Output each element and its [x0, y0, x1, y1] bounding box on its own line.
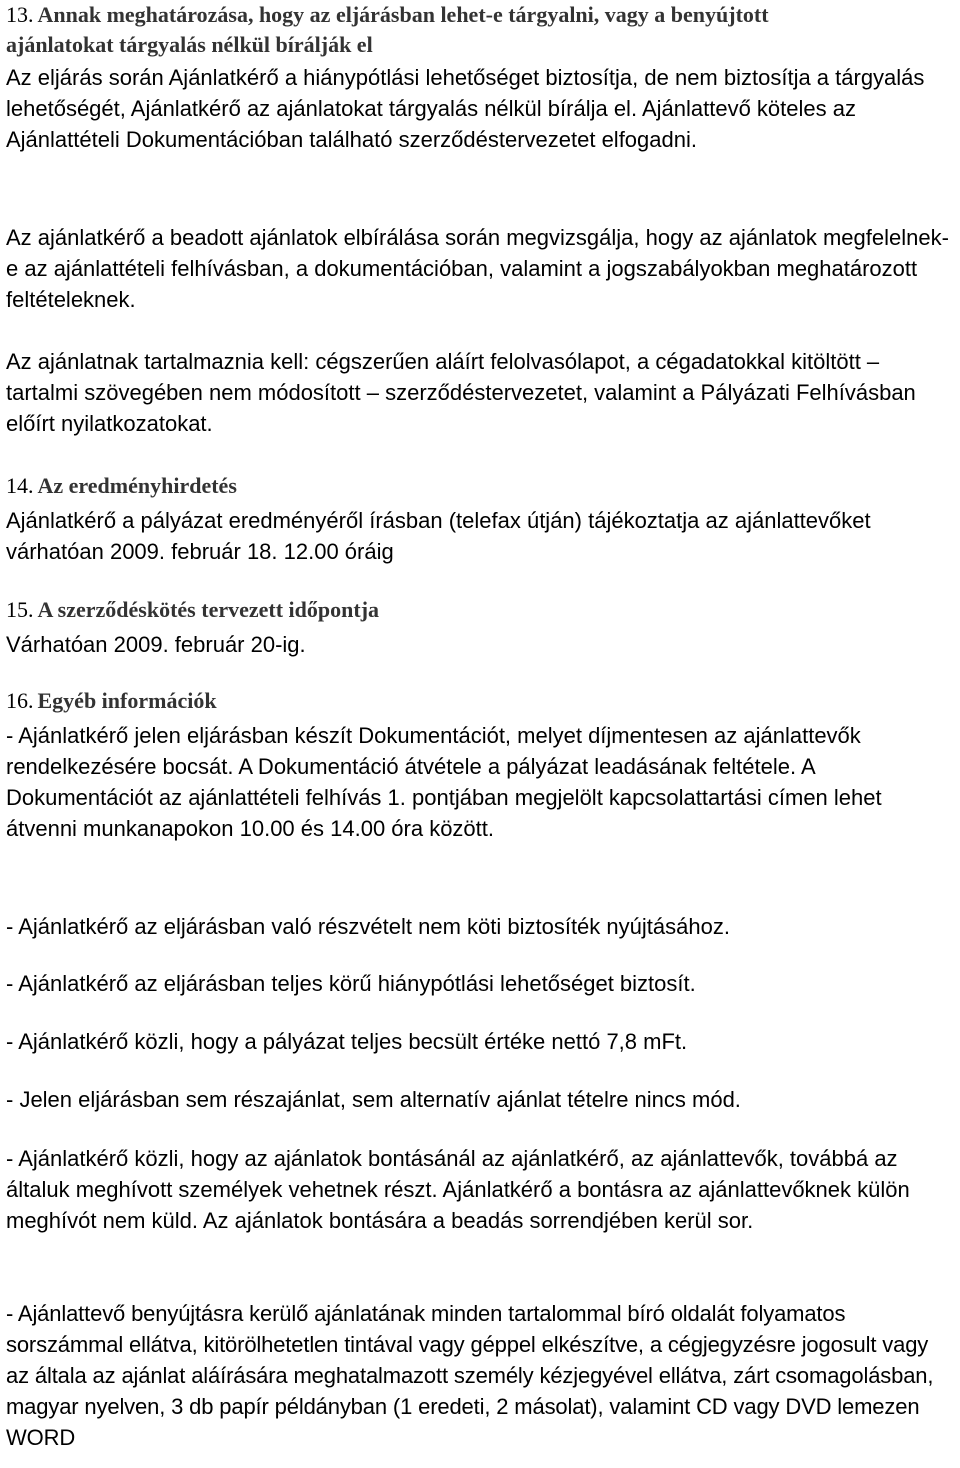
list-item: - Ajánlatkérő közli, hogy a pályázat teljes becsült értéke nettó 7,8 mFt.: [6, 1029, 688, 1054]
list-item: - Ajánlatkérő az eljárásban teljes körű hiánypótlási lehetőséget biztosít.: [6, 971, 696, 996]
section-13: [6, 0, 956, 60]
paragraph: Az ajánlatkérő a beadott ajánlatok elbírálása során megvizsgálja, hogy az ajánlatok megfelelnek-e az ajánlattételi felhívásban, a dokumentációban, valamint a jogszabályokban meghatározott feltételeknek.: [6, 225, 949, 312]
section-heading-continuation: ajánlatokat tárgyalás nélkül bírálják el: [6, 32, 373, 57]
section-number: 14.: [6, 473, 34, 498]
paragraph: Várhatóan 2009. február 20-ig.: [6, 632, 306, 657]
section-heading: Annak meghatározása, hogy az eljárásban lehet-e tárgyalni, vagy a benyújtott: [37, 2, 769, 27]
list-item: - Ajánlatkérő közli, hogy az ajánlatok bontásánál az ajánlatkérő, az ajánlattevők, továbbá az általuk meghívott személyek vehetnek részt. Ajánlatkérő a bontásra az ajánlattevőknek külön meghívót nem küld. Az ajánlatok bontására a beadás sorrendjében kerül sor.: [6, 1146, 910, 1233]
section-heading: Az eredményhirdetés: [37, 473, 237, 498]
list-item: - Ajánlatkérő az eljárásban való részvételt nem köti biztosíték nyújtásához.: [6, 914, 730, 939]
paragraph: Ajánlatkérő a pályázat eredményéről írásban (telefax útján) tájékoztatja az ajánlattevőket várhatóan 2009. február 18. 12.00 óráig: [6, 508, 871, 564]
section-16: [6, 686, 956, 716]
section-number: 13.: [6, 2, 34, 27]
list-item: - Ajánlattevő benyújtásra kerülő ajánlatának minden tartalommal bíró oldalát folyamatos sorszámmal ellátva, kitörölhetetlen tintával vagy géppel elkészítve, a cégjegyzésre jogosult vagy az általa az ajánlat aláírására meghatalmazott személy kézjegyével ellátva, zárt csomagolásban, magyar nyelven, 3 db papír példányban (1 eredeti, 2 másolat), valamint CD vagy DVD lemezen WORD: [6, 1301, 934, 1450]
list-item: - Ajánlatkérő jelen eljárásban készít Dokumentációt, melyet díjmentesen az ajánlattevők rendelkezésére bocsát. A Dokumentáció átvétele a pályázat leadásának feltétele. A Dokumentációt az ajánlattételi felhívás 1. pontjában megjelölt kapcsolattartási címen lehet átvenni munkanapokon 10.00 és 14.00 óra között.: [6, 723, 882, 841]
section-number: 16.: [6, 688, 34, 713]
paragraph: Az ajánlatnak tartalmaznia kell: cégszerűen aláírt felolvasólapot, a cégadatokkal kitöltött – tartalmi szövegében nem módosított – szerződéstervezetet, valamint a Pályázati Felhívásban előírt nyilatkozatokat.: [6, 349, 916, 436]
section-heading: A szerződéskötés tervezett időpontja: [37, 597, 380, 622]
section-14: [6, 471, 956, 501]
paragraph: Az eljárás során Ajánlatkérő a hiánypótlási lehetőséget biztosítja, de nem biztosítja a tárgyalás lehetőségét, Ajánlatkérő az ajánlatokat tárgyalás nélkül bírálja el. Ajánlattevő köteles az Ajánlattételi Dokumentációban található szerződéstervezetet elfogadni.: [6, 65, 925, 152]
section-number: 15.: [6, 597, 34, 622]
list-item: - Jelen eljárásban sem részajánlat, sem alternatív ajánlat tételre nincs mód.: [6, 1087, 741, 1112]
section-15: [6, 595, 956, 625]
section-heading: Egyéb információk: [37, 688, 217, 713]
